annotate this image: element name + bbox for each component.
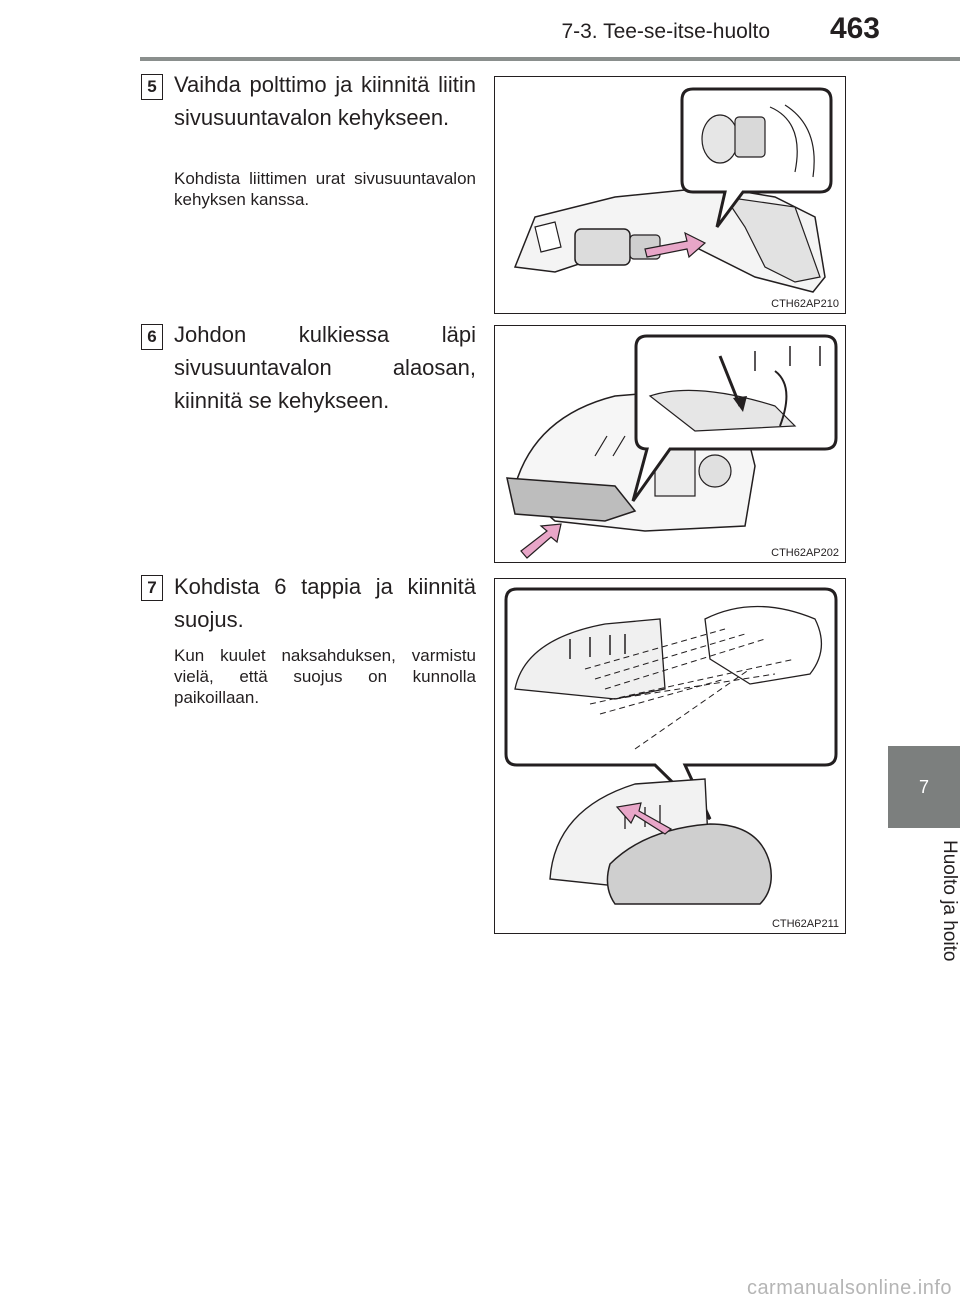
cover-attach-illustration	[495, 579, 847, 935]
step-number-5: 5	[141, 74, 163, 100]
chapter-title-text: Huolto ja hoito	[939, 840, 960, 962]
figure-code: CTH62AP211	[771, 918, 839, 930]
step-5-title: Vaihda polttimo ja kiinnitä liitin sivusuuntavalon kehykseen.	[174, 72, 476, 130]
step-5-note: Kohdista liittimen urat sivusuuntavalon kehyksen kanssa.	[174, 169, 476, 209]
step-7-note: Kun kuulet naksahduksen, varmistu vielä, että suojus on kunnolla paikoillaan.	[174, 646, 476, 707]
page-number: 463	[829, 12, 880, 45]
chapter-tab: 7	[888, 746, 960, 828]
watermark: carmanualsonline.info	[746, 1277, 952, 1299]
header-divider	[140, 57, 960, 61]
section-title: 7-3. Tee-se-itse-huolto	[561, 20, 770, 43]
step-number-7: 7	[141, 575, 163, 601]
chapter-title	[888, 840, 960, 980]
figure-wire-routing	[494, 325, 846, 563]
figure-bulb-connector	[494, 76, 846, 314]
figure-code: CTH62AP202	[771, 547, 839, 559]
figure-cover-attach	[494, 578, 846, 934]
bulb-connector-illustration	[495, 77, 847, 315]
figure-code: CTH62AP210	[771, 298, 839, 310]
step-number-6: 6	[141, 324, 163, 350]
step-6-title: Johdon kulkiessa läpi sivusuuntavalon alaosan, kiinnitä se kehykseen.	[174, 322, 476, 413]
step-7-title: Kohdista 6 tappia ja kiinnitä suojus.	[174, 574, 476, 632]
wire-routing-illustration	[495, 326, 847, 564]
